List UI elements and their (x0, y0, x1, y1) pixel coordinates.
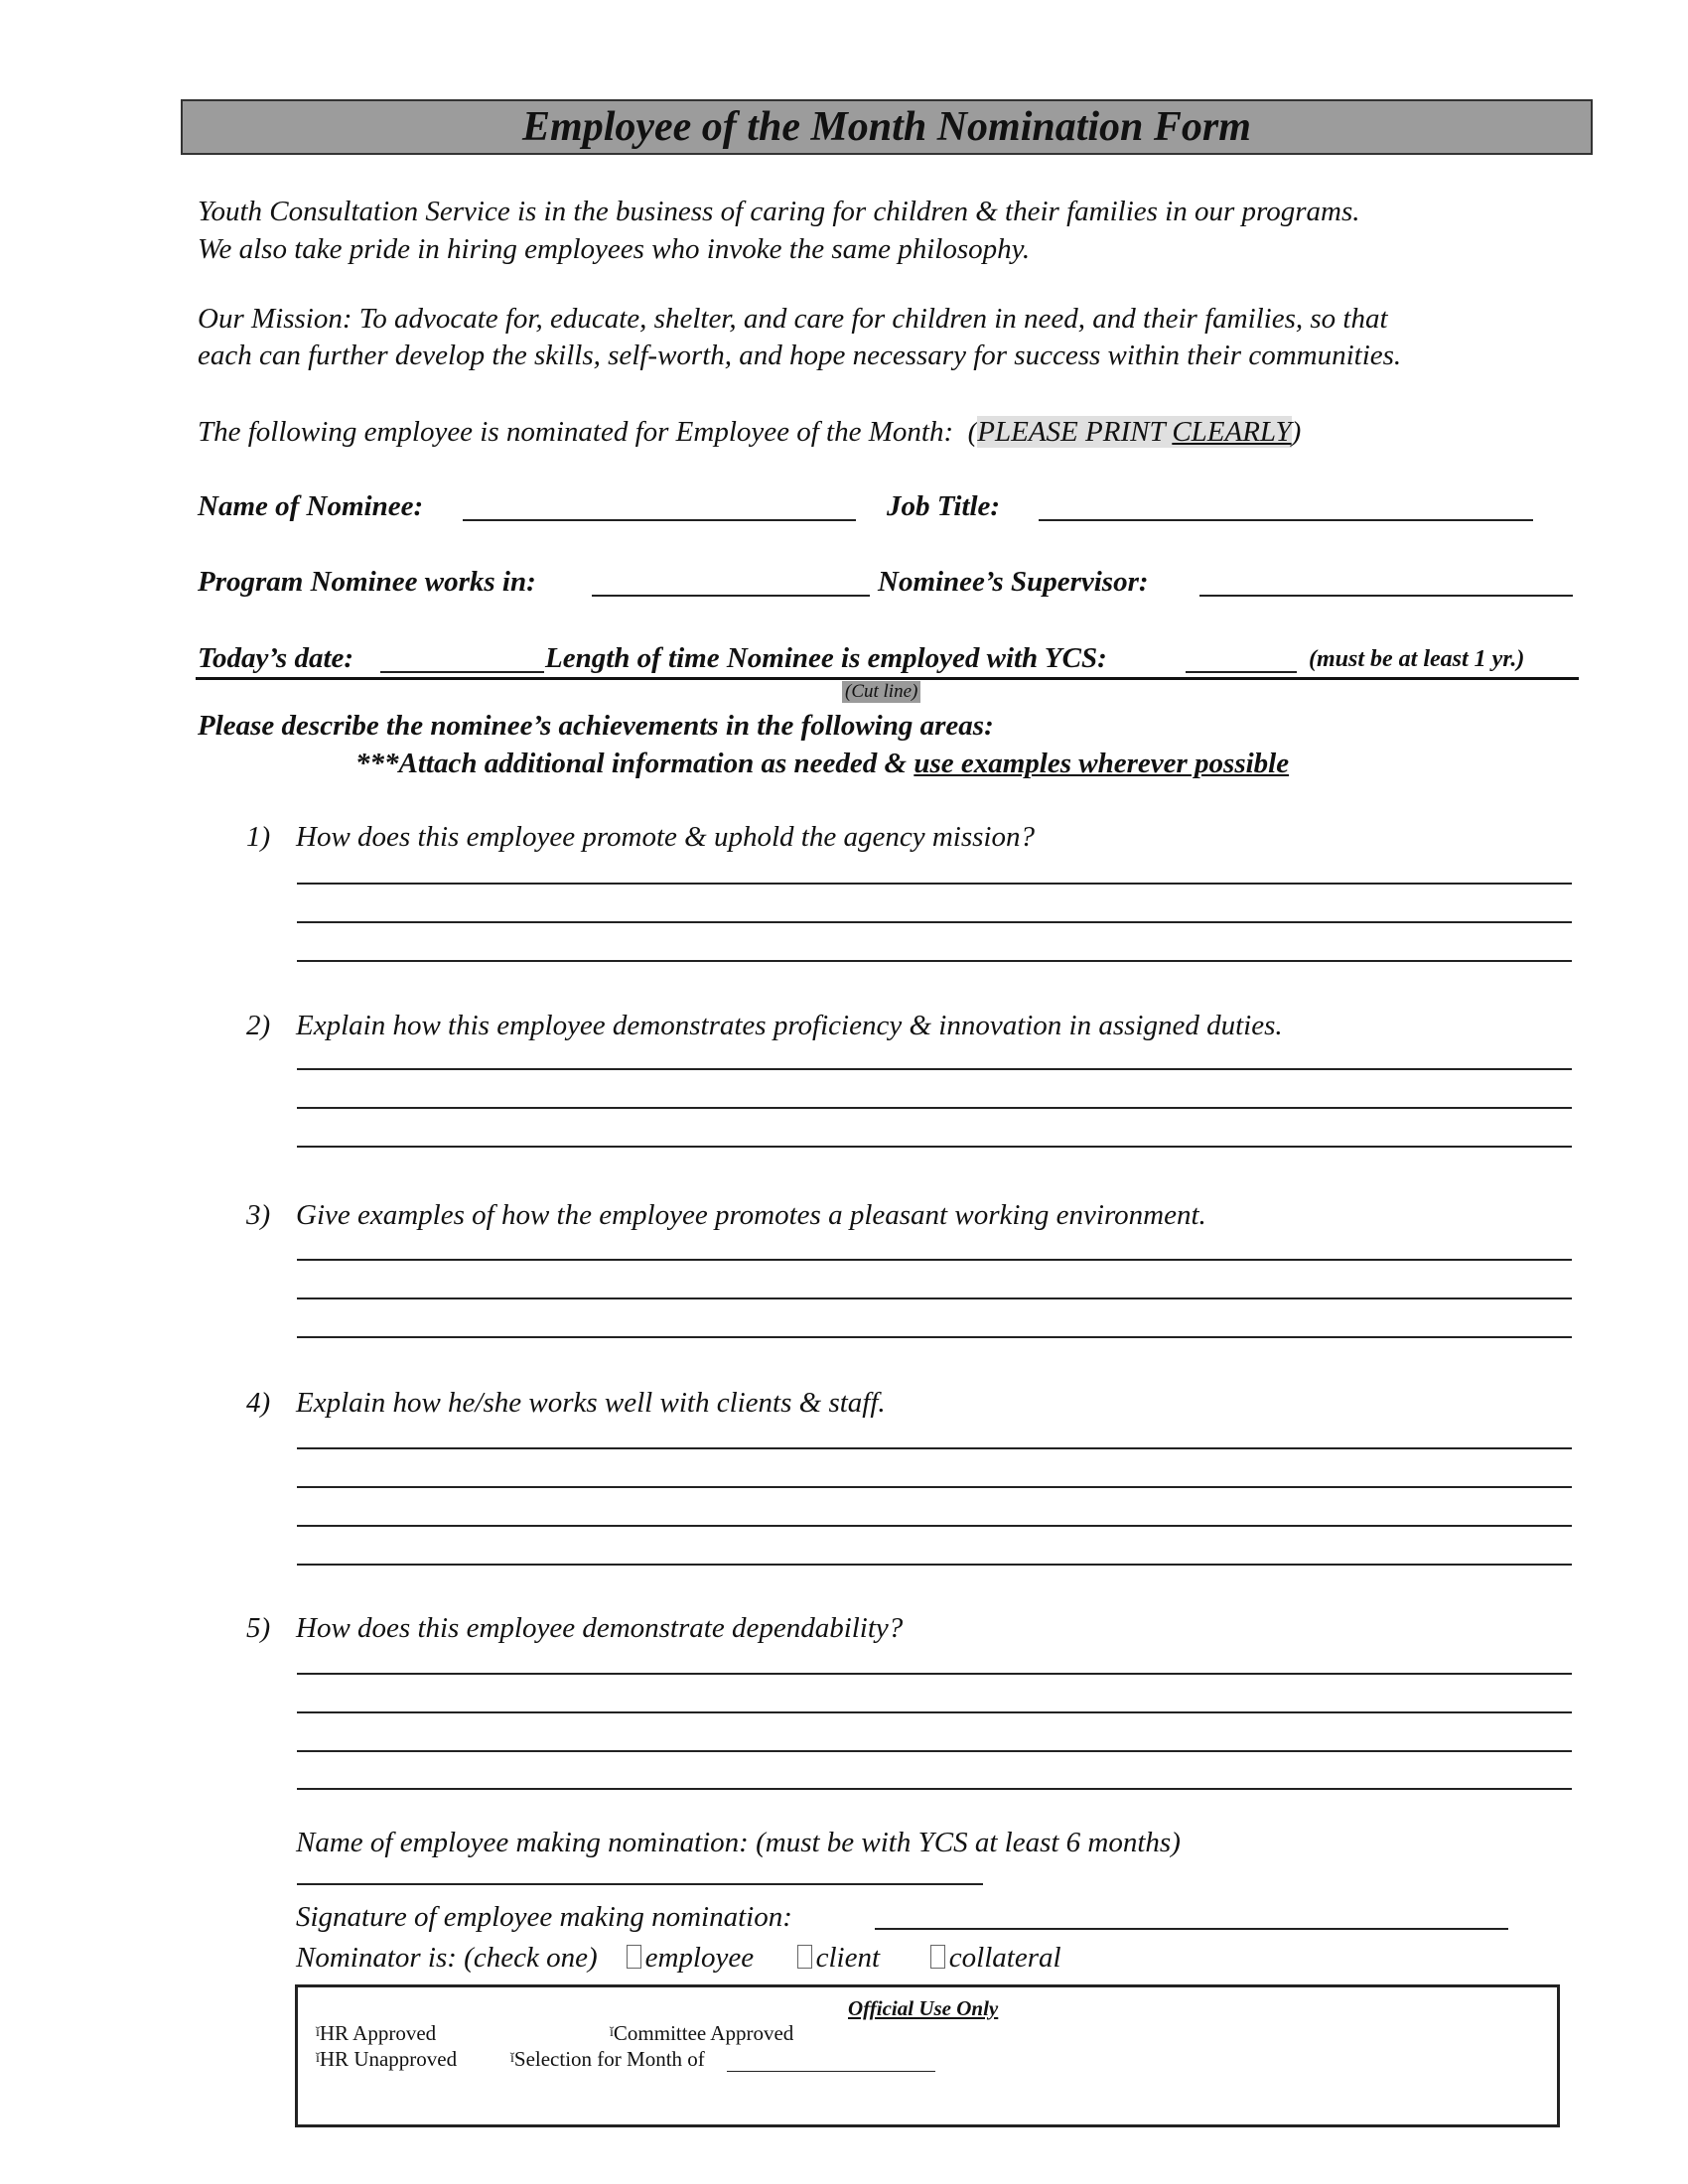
clearly-text: CLEARLY (1172, 416, 1292, 448)
describe-heading: Please describe the nominee’s achievements in the following areas: (198, 710, 994, 742)
nomination-statement: The following employee is nominated for Employee of the Month: (PLEASE PRINT CLEARLY) (198, 416, 1302, 448)
selection-month-option[interactable] (510, 2047, 705, 2071)
length-note: (must be at least 1 yr.) (1309, 646, 1525, 672)
question-number: 5) (246, 1612, 271, 1644)
length-employed-label: Length of time Nominee is employed with YCS: (545, 642, 1107, 674)
question-text: How does this employee demonstrate dependability? (296, 1612, 904, 1644)
answer-line[interactable] (297, 960, 1572, 962)
official-use-heading: Official Use Only (848, 1996, 999, 2020)
answer-line[interactable] (297, 1447, 1572, 1449)
selection-month-field[interactable] (727, 2071, 935, 2072)
answer-line[interactable] (297, 883, 1572, 885)
job-title-label: Job Title: (887, 490, 1001, 522)
answer-line[interactable] (297, 1564, 1572, 1566)
program-label: Program Nominee works in: (198, 566, 536, 598)
print-text: PLEASE PRINT (977, 416, 1173, 448)
official-use-box (295, 1984, 1560, 2127)
option-label: collateral (948, 1942, 1061, 1974)
answer-line[interactable] (297, 1788, 1572, 1790)
answer-line[interactable] (297, 1711, 1572, 1713)
hr-approved-option[interactable] (316, 2021, 436, 2045)
hr-unapproved-label: HR Unapproved (319, 2047, 458, 2071)
checkbox-icon[interactable]: ǐ (316, 2051, 320, 2066)
cut-line (196, 677, 1579, 680)
option-label: client (815, 1942, 881, 1974)
answer-line[interactable] (297, 1673, 1572, 1675)
answer-line[interactable] (297, 1297, 1572, 1299)
mission-line-1: Our Mission: To advocate for, educate, shelter, and care for children in need, and their families, so that (198, 303, 1388, 335)
form-title: Employee of the Month Nomination Form (181, 99, 1593, 155)
signature-field[interactable] (875, 1928, 1508, 1930)
check-one-label: Nominator is: (check one) (296, 1942, 598, 1974)
question-text: Explain how this employee demonstrates proficiency & innovation in assigned duties. (296, 1010, 1283, 1041)
question-number: 1) (246, 821, 271, 853)
question-number: 2) (246, 1010, 271, 1041)
answer-line[interactable] (297, 1525, 1572, 1527)
option-client[interactable] (797, 1942, 880, 1974)
question-number: 4) (246, 1387, 271, 1419)
hr-approved-label: HR Approved (319, 2021, 437, 2045)
answer-line[interactable] (297, 1486, 1572, 1488)
supervisor-label: Nominee’s Supervisor: (878, 566, 1149, 598)
checkbox-icon[interactable]: ǐ (316, 2025, 320, 2040)
attach-note (355, 747, 1289, 780)
checkbox-icon[interactable] (930, 1945, 945, 1969)
committee-approved-label: Committee Approved (613, 2021, 794, 2045)
print-clearly-note (977, 416, 1291, 448)
checkbox-icon[interactable] (627, 1945, 641, 1969)
checkbox-icon[interactable]: ǐ (510, 2051, 514, 2066)
committee-approved-option[interactable] (610, 2021, 793, 2045)
nominator-name-label: Name of employee making nomination: (must be with YCS at least 6 months) (296, 1827, 1181, 1858)
nominator-name-field[interactable] (297, 1883, 983, 1885)
todays-date-label: Today’s date: (198, 642, 354, 674)
answer-line[interactable] (297, 1068, 1572, 1070)
intro-line-2: We also take pride in hiring employees who invoke the same philosophy. (198, 233, 1031, 265)
mission-line-2: each can further develop the skills, self-worth, and hope necessary for success within their communities. (198, 340, 1402, 371)
attach-note-text: ***Attach additional information as needed & (355, 748, 914, 779)
answer-line[interactable] (297, 1107, 1572, 1109)
question-text: How does this employee promote & uphold the agency mission? (296, 821, 1035, 853)
cut-line-label: (Cut line) (842, 681, 920, 703)
option-collateral[interactable] (930, 1942, 1061, 1974)
supervisor-field[interactable] (1199, 595, 1573, 597)
todays-date-field[interactable] (380, 671, 544, 673)
length-note-text: must be at least 1 yr. (1317, 646, 1517, 672)
answer-line[interactable] (297, 1336, 1572, 1338)
nomination-text: The following employee is nominated for Employee of the Month: (198, 416, 954, 448)
hr-unapproved-option[interactable] (316, 2047, 457, 2071)
nominator-type-row (296, 1941, 1061, 1975)
name-of-nominee-field[interactable] (463, 519, 856, 521)
question-text: Explain how he/she works well with clients & staff. (296, 1387, 886, 1419)
option-label: employee (644, 1942, 755, 1974)
job-title-field[interactable] (1039, 519, 1533, 521)
length-employed-field[interactable] (1186, 671, 1297, 673)
option-employee[interactable] (627, 1942, 755, 1974)
program-field[interactable] (592, 595, 870, 597)
intro-line-1: Youth Consultation Service is in the business of caring for children & their families in our programs. (198, 196, 1360, 227)
question-number: 3) (246, 1199, 271, 1231)
answer-line[interactable] (297, 1259, 1572, 1261)
name-of-nominee-label: Name of Nominee: (198, 490, 424, 522)
attach-note-underlined: use examples wherever possible (914, 748, 1290, 779)
signature-label: Signature of employee making nomination: (296, 1901, 792, 1933)
question-text: Give examples of how the employee promotes a pleasant working environment. (296, 1199, 1206, 1231)
answer-line[interactable] (297, 1750, 1572, 1752)
checkbox-icon[interactable]: ǐ (610, 2025, 614, 2040)
answer-line[interactable] (297, 921, 1572, 923)
checkbox-icon[interactable] (797, 1945, 812, 1969)
selection-month-label: Selection for Month of (513, 2047, 705, 2071)
answer-line[interactable] (297, 1146, 1572, 1148)
